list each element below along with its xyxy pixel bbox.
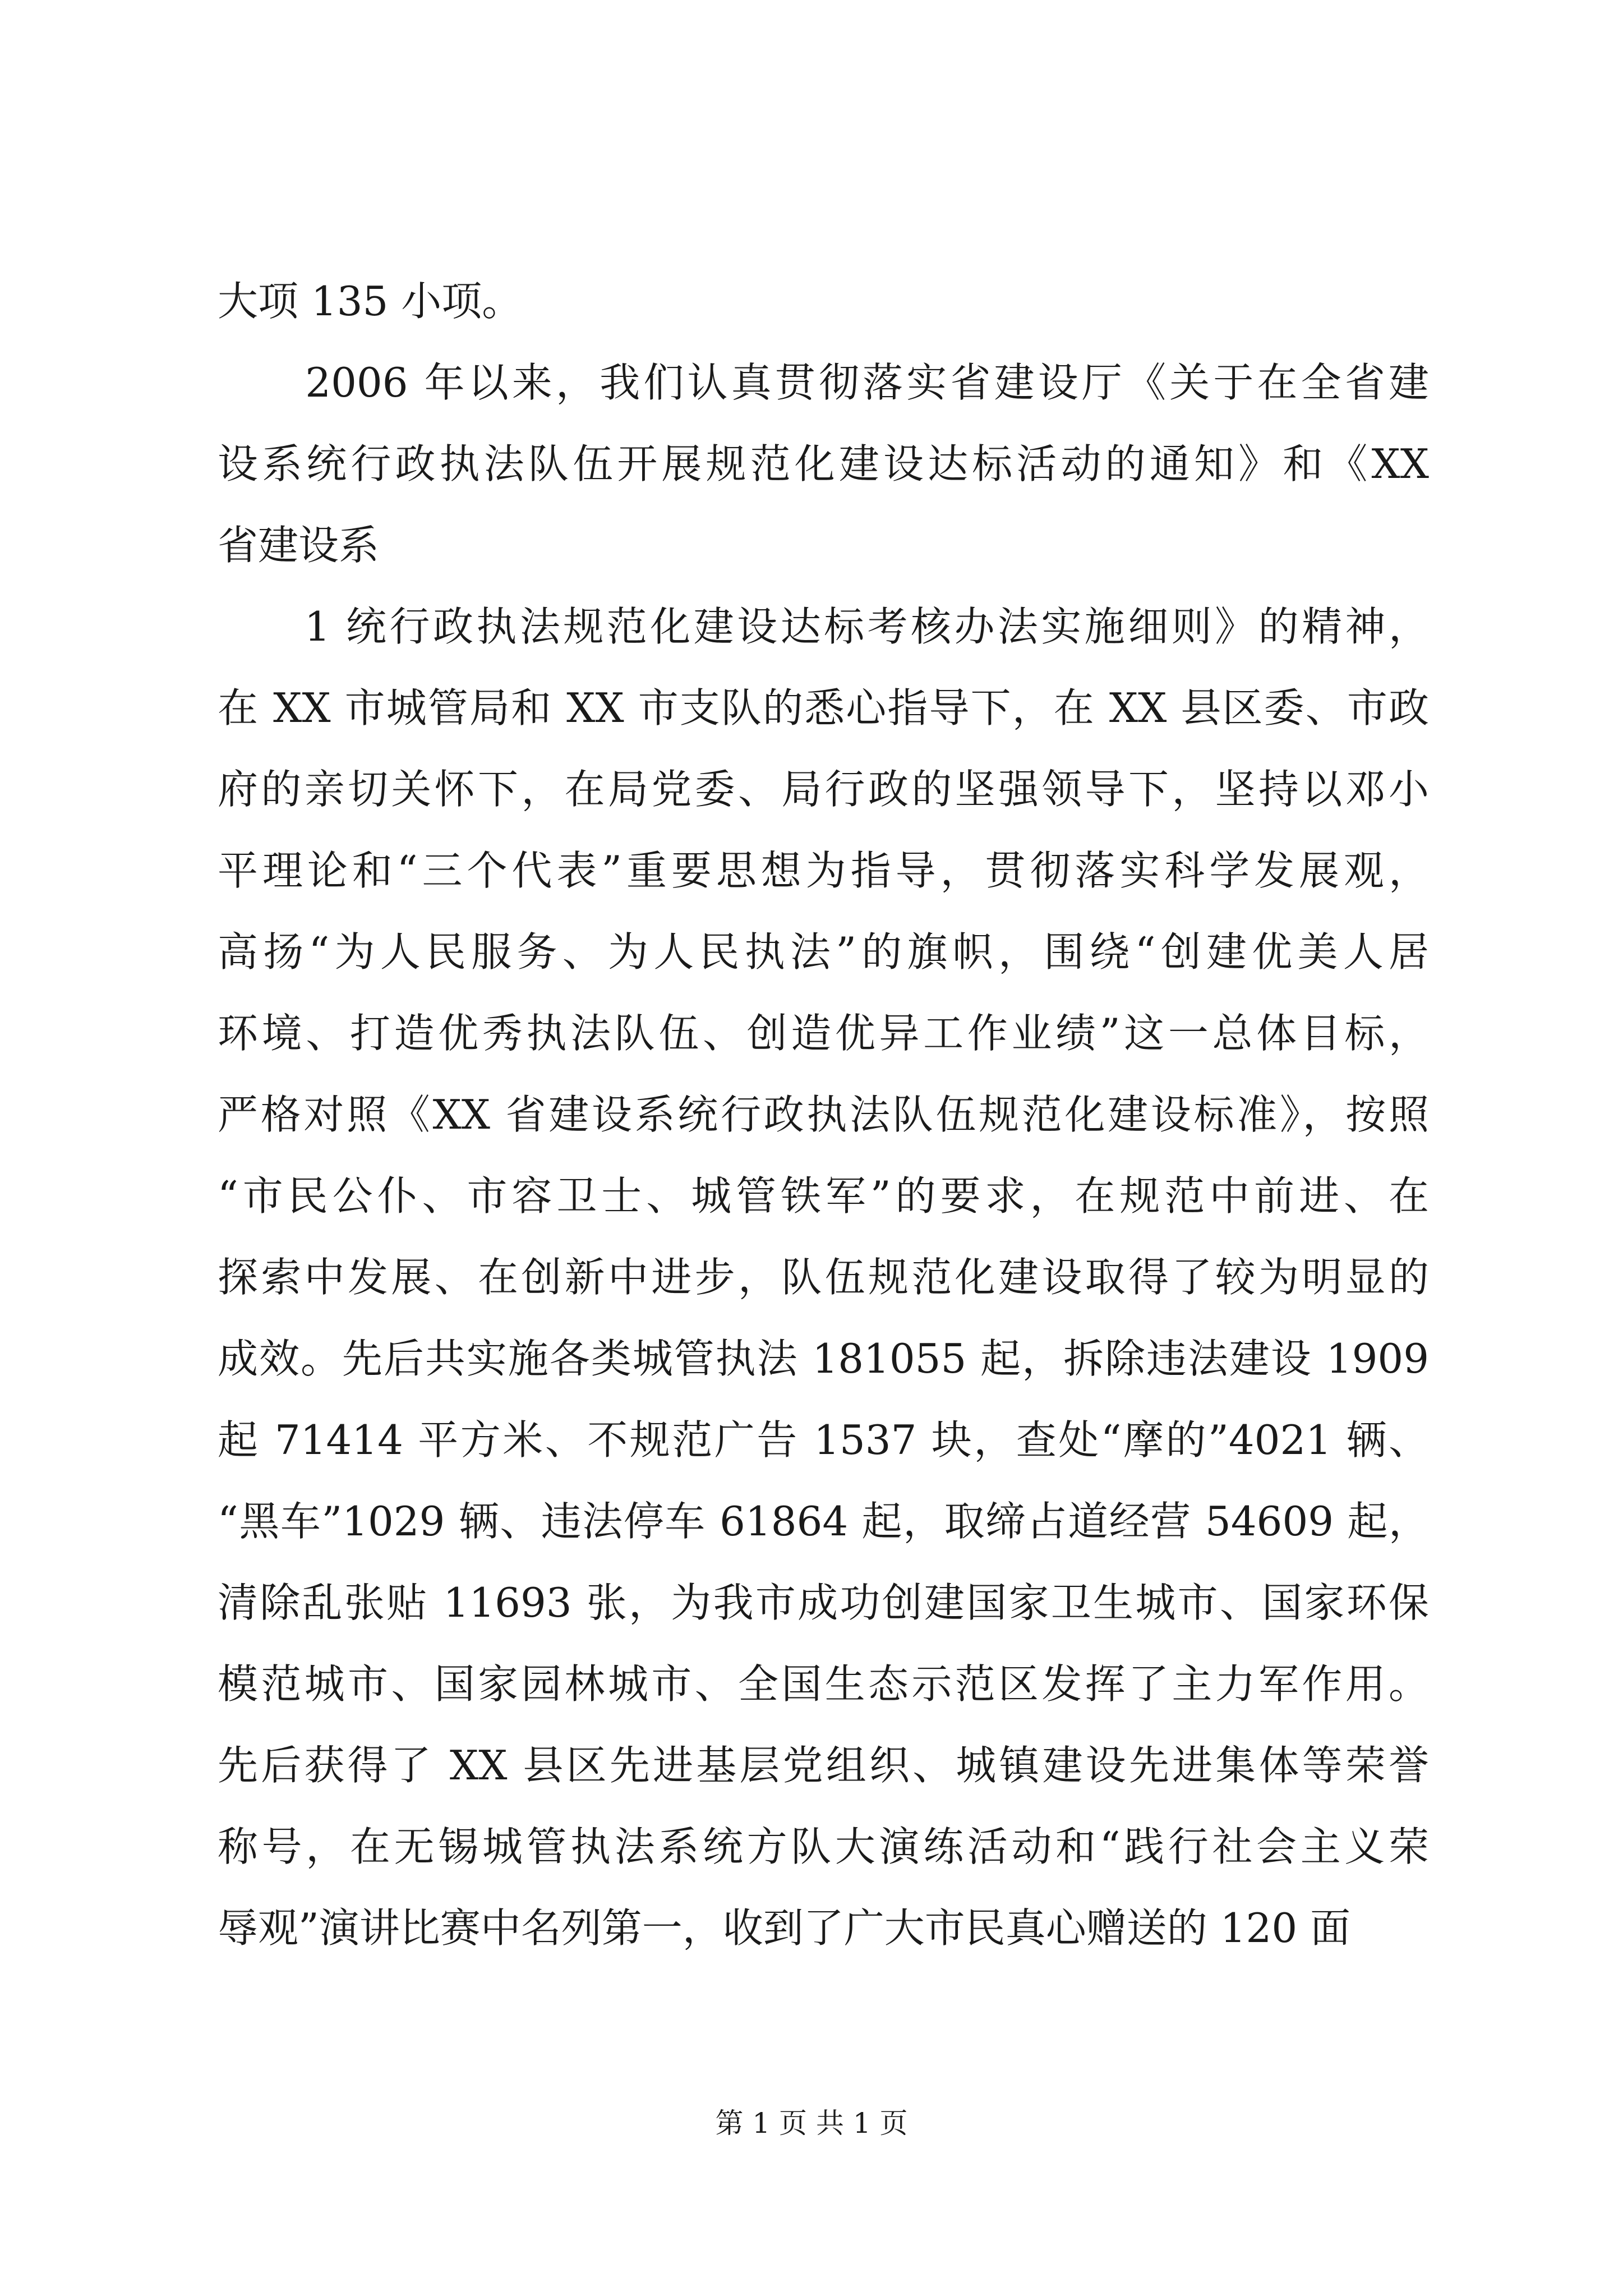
text-line: 环境、打造优秀执法队伍、创造优异工作业绩”这一总体目标， — [218, 1010, 1429, 1057]
text-line: 平理论和“三个代表”重要思想为指导，贯彻落实科学发展观， — [218, 847, 1429, 894]
text-line: 先后获得了 XX 县区先进基层党组织、城镇建设先进集体等荣誉 — [218, 1742, 1429, 1789]
text-line: 起 71414 平方米、不规范广告 1537 块，查处“摩的”4021 辆、 — [218, 1416, 1429, 1464]
text-line: 清除乱张贴 11693 张，为我市成功创建国家卫生城市、国家环保 — [218, 1579, 1429, 1626]
paragraph — [218, 261, 1429, 342]
text-line: 2006 年以来，我们认真贯彻落实省建设厅《关于在全省建 — [218, 359, 1429, 406]
text-line: 府的亲切关怀下，在局党委、局行政的坚强领导下，坚持以邓小 — [218, 766, 1429, 813]
text-line: “黑车”1029 辆、违法停车 61864 起，取缔占道经营 54609 起， — [218, 1498, 1429, 1545]
text-line: 设系统行政执法队伍开展规范化建设达标活动的通知》和《XX — [218, 440, 1429, 487]
text-line: 辱观”演讲比赛中名列第一，收到了广大市民真心赠送的 120 面 — [218, 1904, 1351, 1952]
text-line: 严格对照《XX 省建设系统行政执法队伍规范化建设标准》，按照 — [218, 1091, 1429, 1138]
body-text — [218, 261, 1429, 1969]
text-line: 称号，在无锡城管执法系统方队大演练活动和“践行社会主义荣 — [218, 1823, 1429, 1870]
text-line: 成效。先后共实施各类城管执法 181055 起，拆除违法建设 1909 — [218, 1335, 1429, 1382]
paragraph — [218, 342, 1429, 586]
text-line: 探索中发展、在创新中进步，队伍规范化建设取得了较为明显的 — [218, 1254, 1429, 1301]
text-line: 在 XX 市城管局和 XX 市支队的悉心指导下，在 XX 县区委、市政 — [218, 684, 1429, 731]
text-line: 1 统行政执法规范化建设达标考核办法实施细则》的精神， — [218, 603, 1429, 650]
text-line: “市民公仆、市容卫士、城管铁军”的要求，在规范中前进、在 — [218, 1172, 1429, 1220]
text-line: 模范城市、国家园林城市、全国生态示范区发挥了主力军作用。 — [218, 1660, 1429, 1708]
text-line: 省建设系 — [218, 522, 380, 569]
page-footer: 第 1 页 共 1 页 — [715, 2107, 908, 2139]
paragraph — [218, 586, 1429, 1969]
text-line: 大项 135 小项。 — [218, 278, 523, 325]
text-line: 高扬“为人民服务、为人民执法”的旗帜，围绕“创建优美人居 — [218, 928, 1429, 976]
